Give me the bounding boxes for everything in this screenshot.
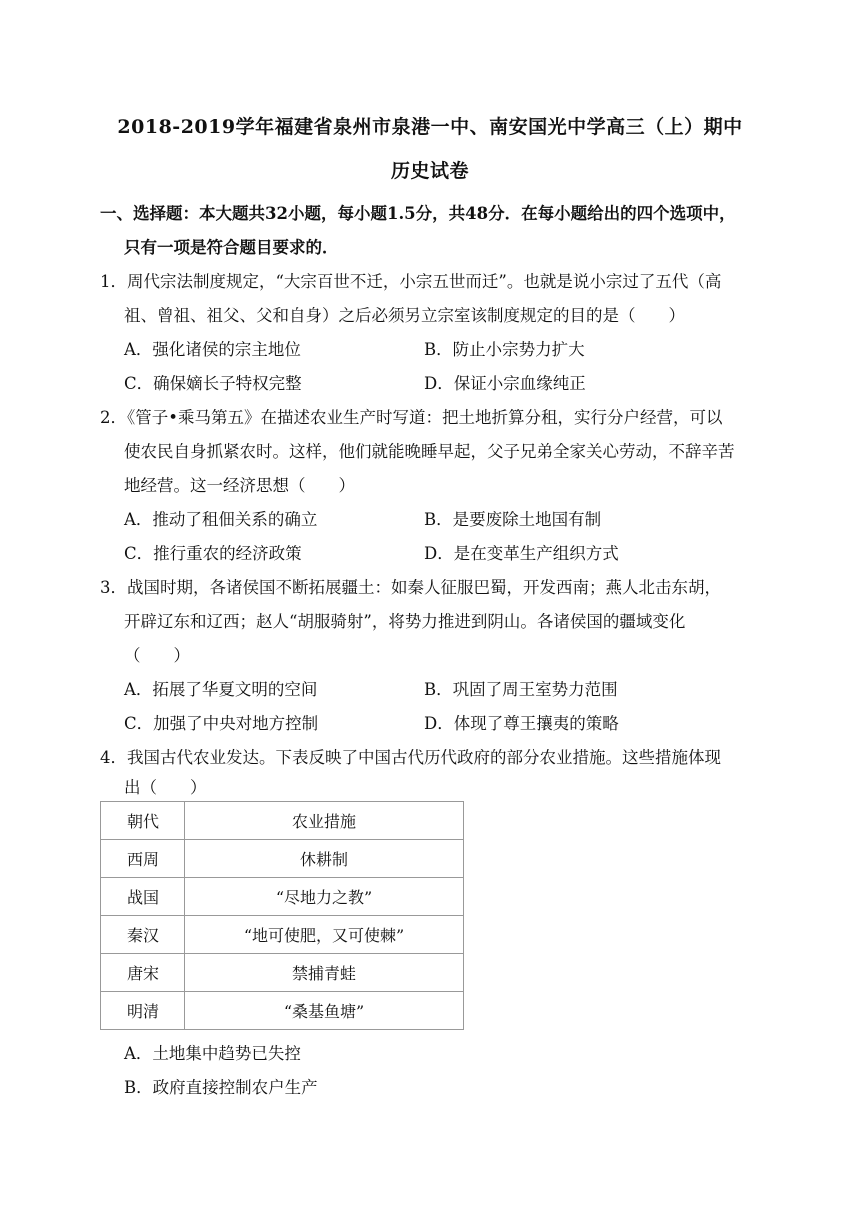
table-row: [101, 992, 464, 1030]
table-row: [101, 840, 464, 878]
question-2-text-cont: 使农民自身抓紧农时。这样，他们就能晚睡早起，父子兄弟全家关心劳动，不辞辛苦: [124, 442, 735, 461]
table-row: [101, 916, 464, 954]
question-3-text-end: （ ）: [124, 646, 190, 665]
question-3-text: 3．战国时期，各诸侯国不断拓展疆土：如秦人征服巴蜀，开发西南；燕人北击东胡，: [100, 578, 721, 597]
section-heading-cont: 只有一项是符合题目要求的．: [124, 238, 339, 257]
question-1-text: 1．周代宗法制度规定，“大宗百世不迁，小宗五世而迁”。也就是说小宗过了五代（高: [100, 272, 722, 291]
question-2-option-b[interactable]: B．是要废除土地国有制: [424, 510, 602, 529]
table-cell-dynasty: 唐宋: [101, 954, 185, 992]
question-1-option-a[interactable]: A．强化诸侯的宗主地位: [124, 340, 301, 359]
question-4-option-a[interactable]: A．土地集中趋势已失控: [124, 1044, 301, 1063]
question-2-option-a[interactable]: A．推动了租佃关系的确立: [124, 510, 318, 529]
table-cell-measure: “桑基鱼塘”: [185, 992, 464, 1030]
question-4-text: 4．我国古代农业发达。下表反映了中国古代历代政府的部分农业措施。这些措施体现: [100, 748, 721, 767]
table-header-measure: 农业措施: [185, 802, 464, 840]
question-2-text: 2．《管子•乘马第五》在描述农业生产时写道：把土地折算分租，实行分户经营，可以: [100, 408, 723, 427]
table-header-row: [101, 802, 464, 840]
question-1-option-b[interactable]: B．防止小宗势力扩大: [424, 340, 585, 359]
question-1-text-cont: 祖、曾祖、祖父、父和自身）之后必须另立宗室该制度规定的目的是（ ）: [124, 306, 685, 325]
table-cell-dynasty: 战国: [101, 878, 185, 916]
table-cell-measure: 禁捕青蛙: [185, 954, 464, 992]
exam-subtitle: 历史试卷: [390, 160, 469, 182]
table-row: [101, 878, 464, 916]
question-3-option-b[interactable]: B．巩固了周王室势力范围: [424, 680, 618, 699]
table-cell-measure: 休耕制: [185, 840, 464, 878]
table-cell-dynasty: 西周: [101, 840, 185, 878]
question-4-option-b[interactable]: B．政府直接控制农户生产: [124, 1078, 318, 1097]
question-3-text-cont: 开辟辽东和辽西；赵人“胡服骑射”，将势力推进到阴山。各诸侯国的疆域变化: [124, 612, 686, 631]
question-2-text-end: 地经营。这一经济思想（ ）: [124, 476, 355, 495]
question-4-text-cont: 出（ ）: [124, 778, 207, 797]
section-heading: 一、选择题：本大题共32小题，每小题1.5分，共48分．在每小题给出的四个选项中，: [100, 204, 736, 223]
exam-title: 2018-2019学年福建省泉州市泉港一中、南安国光中学高三（上）期中: [117, 116, 743, 138]
question-3-option-c[interactable]: C．加强了中央对地方控制: [124, 714, 319, 733]
table-cell-measure: “地可使肥，又可使棘”: [185, 916, 464, 954]
table-cell-measure: “尽地力之教”: [185, 878, 464, 916]
table-row: [101, 954, 464, 992]
table-cell-dynasty: 秦汉: [101, 916, 185, 954]
table-cell-dynasty: 明清: [101, 992, 185, 1030]
agriculture-measures-table: [100, 801, 464, 1030]
question-3-option-d[interactable]: D．体现了尊王攘夷的策略: [424, 714, 619, 733]
question-3-option-a[interactable]: A．拓展了华夏文明的空间: [124, 680, 318, 699]
question-1-option-c[interactable]: C．确保嫡长子特权完整: [124, 374, 302, 393]
table-header-dynasty: 朝代: [101, 802, 185, 840]
question-2-option-d[interactable]: D．是在变革生产组织方式: [424, 544, 619, 563]
question-2-option-c[interactable]: C．推行重农的经济政策: [124, 544, 302, 563]
question-1-option-d[interactable]: D．保证小宗血缘纯正: [424, 374, 586, 393]
